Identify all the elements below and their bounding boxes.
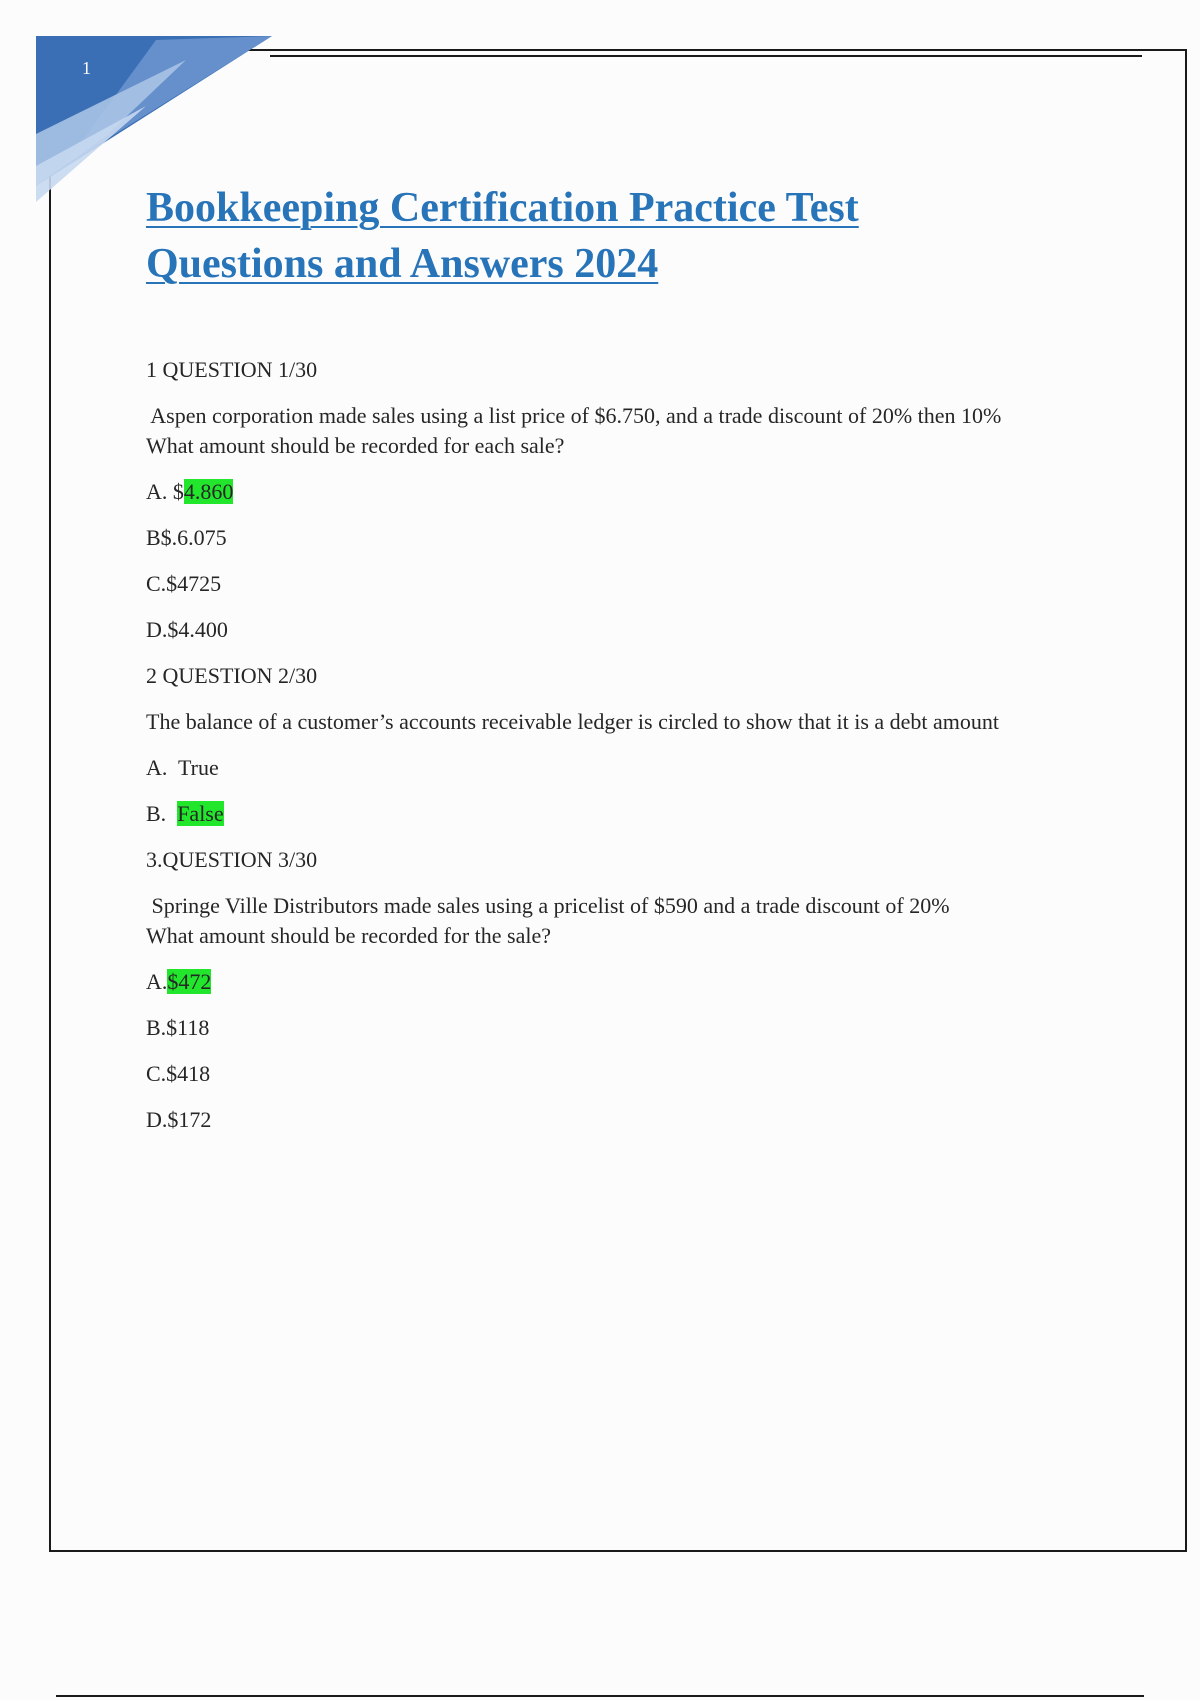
correct-answer-highlight: 4.860 [183, 479, 234, 504]
answer-option: C.$4725 [146, 571, 222, 596]
answer-option: D.$172 [146, 1107, 212, 1132]
title-line-2: Questions and Answers 2024 [146, 241, 659, 287]
corner-decoration [36, 36, 272, 202]
correct-answer-highlight: False [177, 801, 224, 826]
question-text [146, 891, 1106, 951]
document-title [146, 180, 1146, 292]
answer-option [146, 477, 1106, 523]
question-text: The balance of a customer’s accounts receivable ledger is circled to show that it is a debt amount [146, 709, 1000, 734]
option-label: A. [146, 969, 168, 994]
answer-option: D.$4.400 [146, 617, 228, 642]
question-heading: 2 QUESTION 2/30 [146, 663, 318, 688]
page-number: 1 [82, 58, 91, 78]
question-text-line: What amount should be recorded for each sale? [146, 433, 565, 458]
option-label: B. [146, 801, 178, 826]
question-text-line: What amount should be recorded for the sale? [146, 923, 552, 948]
title-line-1: Bookkeeping Certification Practice Test [146, 185, 859, 231]
footer-rule [56, 1695, 1144, 1697]
answer-option: C.$418 [146, 1061, 211, 1086]
answer-option: A. True [146, 755, 219, 780]
question-heading: 3.QUESTION 3/30 [146, 847, 318, 872]
question-text-line: Springe Ville Distributors made sales using a pricelist of $590 and a trade discount of 20% [146, 893, 950, 918]
question-text-line: Aspen corporation made sales using a list price of $6.750, and a trade discount of 20% then 10% [146, 403, 1002, 428]
answer-option [146, 799, 1106, 845]
answer-option [146, 967, 1106, 1013]
option-label: A. $ [146, 479, 184, 504]
correct-answer-highlight: $472 [167, 969, 212, 994]
header-rule [270, 55, 1142, 57]
question-heading: 1 QUESTION 1/30 [146, 357, 318, 382]
answer-option: B.$118 [146, 1015, 210, 1040]
question-text [146, 401, 1106, 461]
question-list [146, 355, 1106, 1151]
answer-option: B$.6.075 [146, 525, 227, 550]
